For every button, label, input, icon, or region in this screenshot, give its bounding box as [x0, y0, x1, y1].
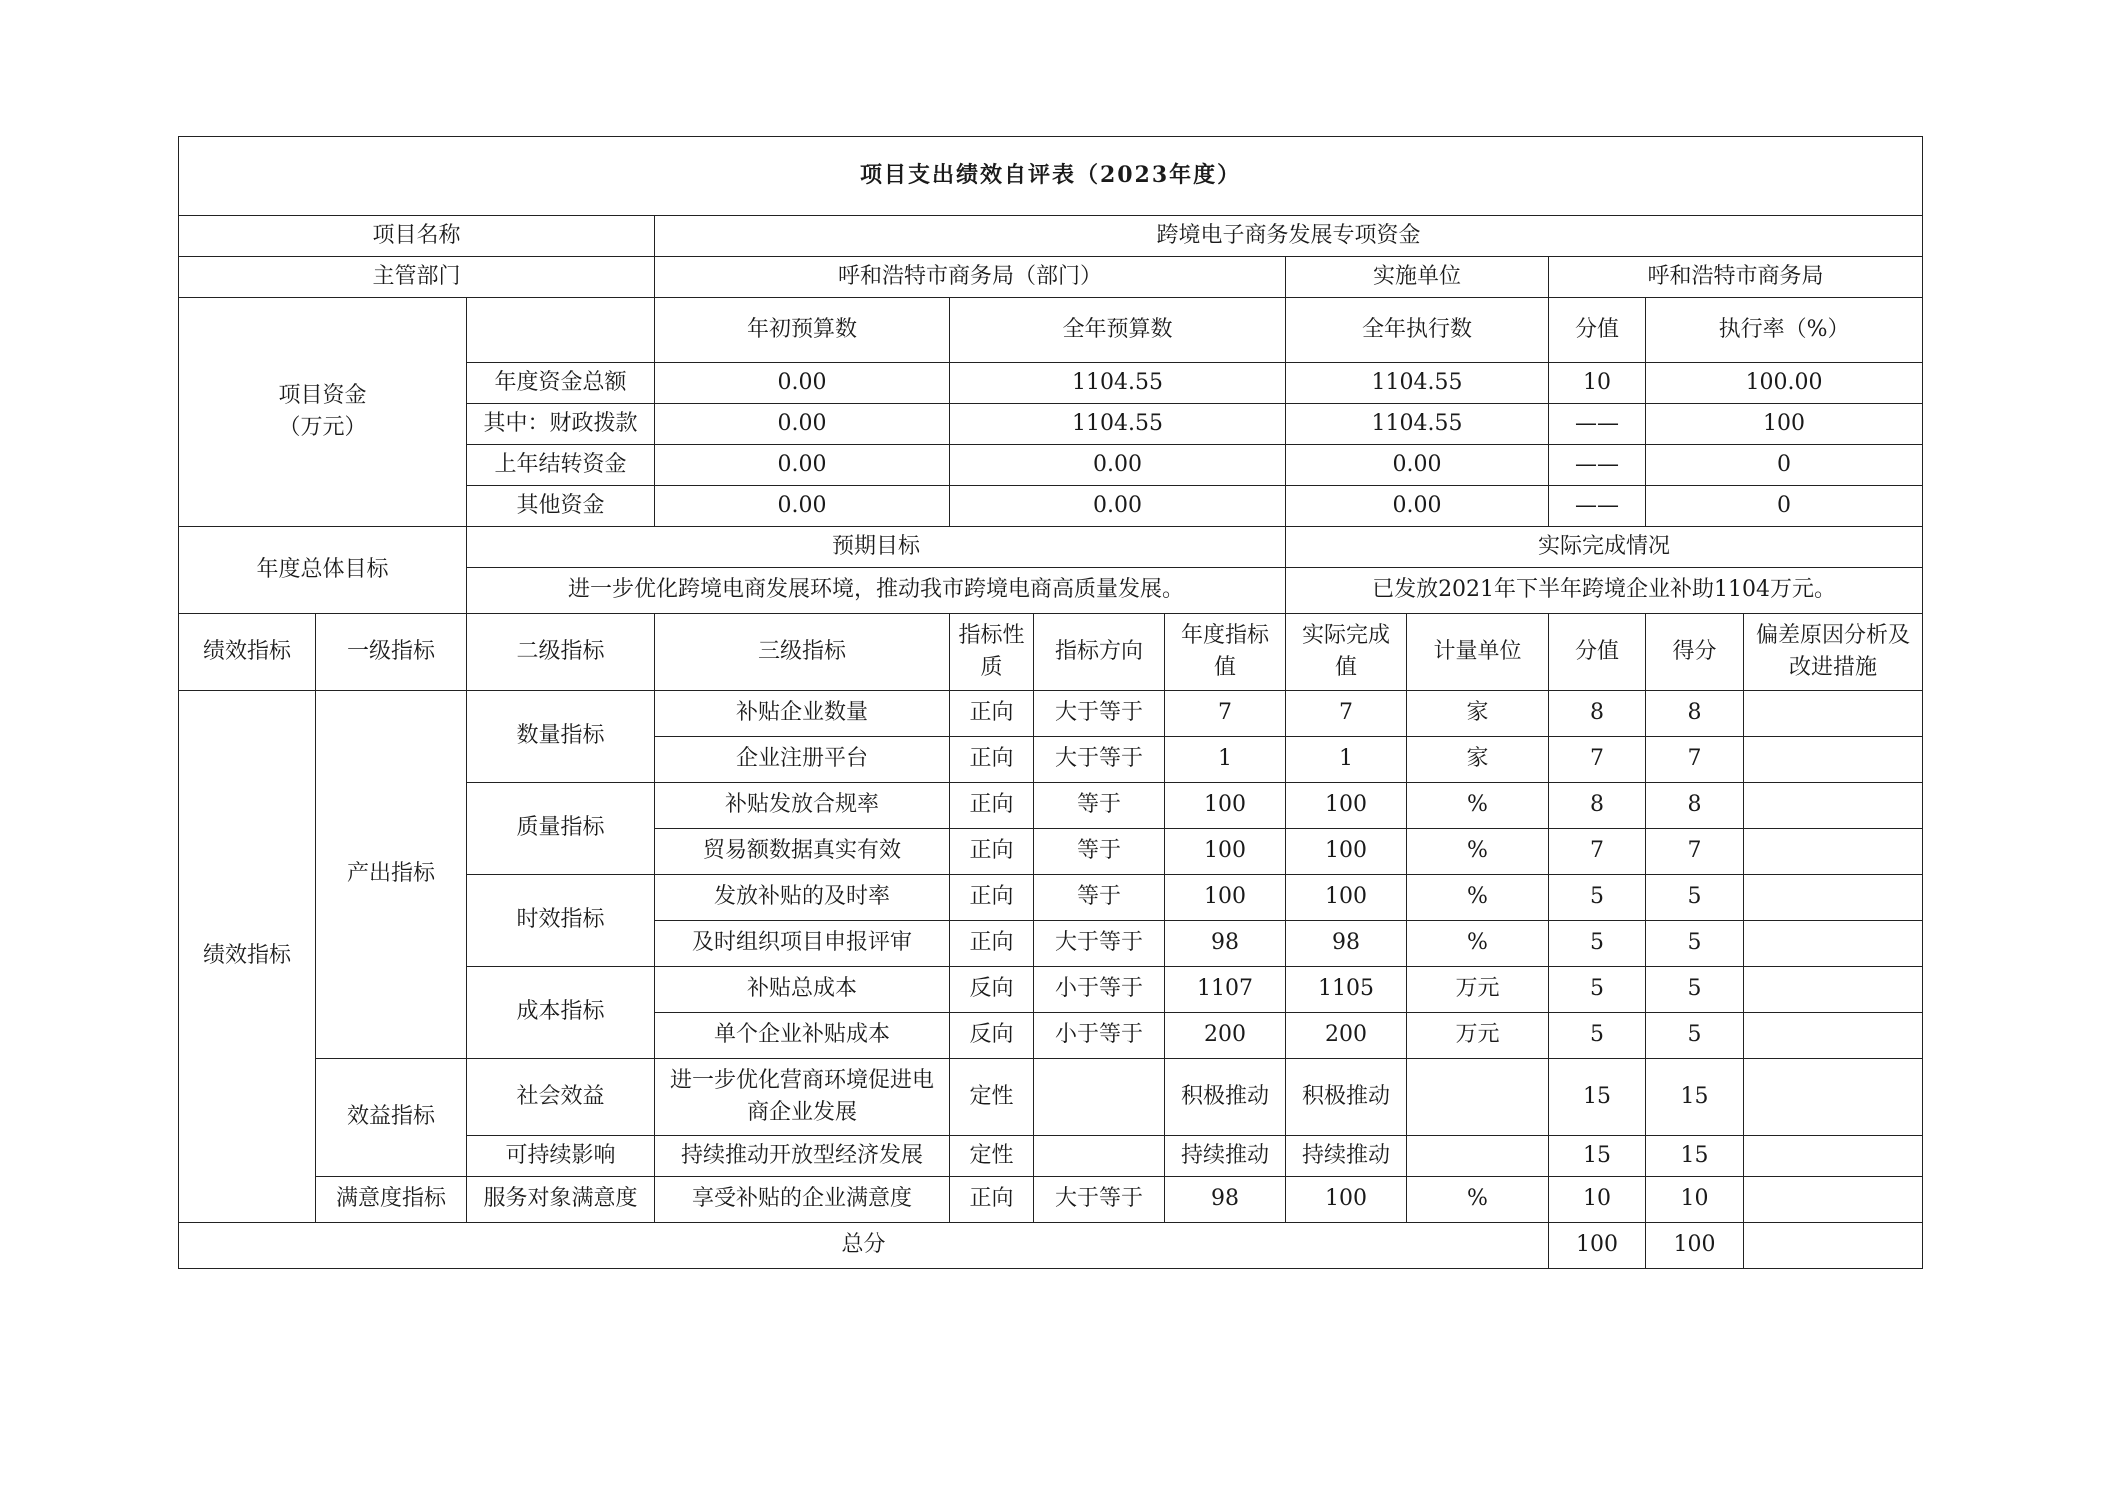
funds-row-score-value: ——	[1549, 485, 1646, 526]
funds-header-executed: 全年执行数	[1286, 298, 1549, 363]
ind-direction: 小于等于	[1034, 966, 1165, 1012]
ind-deviation	[1744, 966, 1923, 1012]
dept-value: 呼和浩特市商务局（部门）	[655, 257, 1286, 298]
ind-level1-output: 产出指标	[316, 690, 467, 1058]
ind-score: 15	[1646, 1058, 1744, 1135]
funds-header-initial: 年初预算数	[655, 298, 950, 363]
ind-header-score-value: 分值	[1549, 613, 1646, 690]
ind-direction: 等于	[1034, 828, 1165, 874]
funds-row-executed: 0.00	[1286, 444, 1549, 485]
total-score: 100	[1646, 1222, 1744, 1268]
ind-actual: 1105	[1286, 966, 1407, 1012]
ind-score-value: 15	[1549, 1135, 1646, 1176]
indicator-row	[179, 1058, 1923, 1135]
ind-deviation	[1744, 690, 1923, 736]
ind-name: 单个企业补贴成本	[655, 1012, 950, 1058]
funds-label	[179, 298, 467, 527]
ind-nature: 定性	[950, 1135, 1034, 1176]
funds-row-annual: 0.00	[950, 485, 1286, 526]
ind-level2-service: 服务对象满意度	[467, 1176, 655, 1222]
ind-deviation	[1744, 1176, 1923, 1222]
ind-actual: 98	[1286, 920, 1407, 966]
ind-unit: %	[1407, 782, 1549, 828]
ind-score-value: 5	[1549, 874, 1646, 920]
ind-name: 进一步优化营商环境促进电商企业发展	[655, 1058, 950, 1135]
funds-row-name: 其中：财政拨款	[467, 403, 655, 444]
ind-score: 7	[1646, 736, 1744, 782]
ind-direction: 大于等于	[1034, 920, 1165, 966]
ind-header-level2: 二级指标	[467, 613, 655, 690]
funds-header-annual: 全年预算数	[950, 298, 1286, 363]
funds-row-initial: 0.00	[655, 403, 950, 444]
ind-level2-sustainable: 可持续影响	[467, 1135, 655, 1176]
indicator-row	[179, 1176, 1923, 1222]
ind-direction: 等于	[1034, 874, 1165, 920]
ind-header-deviation: 偏差原因分析及改进措施	[1744, 613, 1923, 690]
ind-unit: 家	[1407, 736, 1549, 782]
indicator-row	[179, 690, 1923, 736]
ind-deviation	[1744, 1058, 1923, 1135]
ind-target: 98	[1165, 1176, 1286, 1222]
ind-name: 补贴发放合规率	[655, 782, 950, 828]
ind-direction	[1034, 1058, 1165, 1135]
goals-expected-text: 进一步优化跨境电商发展环境，推动我市跨境电商高质量发展。	[467, 567, 1286, 613]
ind-name: 发放补贴的及时率	[655, 874, 950, 920]
ind-nature: 反向	[950, 966, 1034, 1012]
funds-header-blank	[467, 298, 655, 363]
ind-target: 100	[1165, 874, 1286, 920]
funds-row-annual: 1104.55	[950, 403, 1286, 444]
ind-name: 持续推动开放型经济发展	[655, 1135, 950, 1176]
ind-name: 享受补贴的企业满意度	[655, 1176, 950, 1222]
ind-score: 8	[1646, 690, 1744, 736]
ind-score-value: 15	[1549, 1058, 1646, 1135]
funds-row-executed: 0.00	[1286, 485, 1549, 526]
ind-nature: 正向	[950, 782, 1034, 828]
ind-deviation	[1744, 874, 1923, 920]
ind-deviation	[1744, 920, 1923, 966]
ind-unit: 万元	[1407, 966, 1549, 1012]
goals-actual-text: 已发放2021年下半年跨境企业补助1104万元。	[1286, 567, 1923, 613]
total-row	[179, 1222, 1923, 1268]
funds-label-line2: （万元）	[278, 414, 367, 440]
ind-deviation	[1744, 736, 1923, 782]
goals-actual-header: 实际完成情况	[1286, 526, 1923, 567]
ind-unit: %	[1407, 828, 1549, 874]
ind-score: 5	[1646, 966, 1744, 1012]
ind-nature: 定性	[950, 1058, 1034, 1135]
ind-score: 15	[1646, 1135, 1744, 1176]
funds-row-score-value: ——	[1549, 403, 1646, 444]
goals-expected-header: 预期目标	[467, 526, 1286, 567]
funds-row-initial: 0.00	[655, 485, 950, 526]
ind-deviation	[1744, 1012, 1923, 1058]
impl-unit-label: 实施单位	[1286, 257, 1549, 298]
ind-level1-satisfaction: 满意度指标	[316, 1176, 467, 1222]
ind-actual: 100	[1286, 874, 1407, 920]
ind-unit: %	[1407, 874, 1549, 920]
ind-nature: 反向	[950, 1012, 1034, 1058]
funds-label-line1: 项目资金	[278, 383, 367, 408]
ind-target: 持续推动	[1165, 1135, 1286, 1176]
funds-row-name: 其他资金	[467, 485, 655, 526]
ind-nature: 正向	[950, 828, 1034, 874]
ind-target: 7	[1165, 690, 1286, 736]
ind-score: 5	[1646, 874, 1744, 920]
impl-unit-value: 呼和浩特市商务局	[1549, 257, 1923, 298]
ind-score: 5	[1646, 1012, 1744, 1058]
funds-row-annual: 1104.55	[950, 362, 1286, 403]
funds-row-annual: 0.00	[950, 444, 1286, 485]
ind-nature: 正向	[950, 1176, 1034, 1222]
funds-row-rate: 100.00	[1646, 362, 1923, 403]
ind-actual: 积极推动	[1286, 1058, 1407, 1135]
page-title: 项目支出绩效自评表（2023年度）	[179, 137, 1923, 216]
funds-row-score-value: ——	[1549, 444, 1646, 485]
ind-direction: 大于等于	[1034, 1176, 1165, 1222]
ind-name: 补贴总成本	[655, 966, 950, 1012]
ind-name: 补贴企业数量	[655, 690, 950, 736]
ind-nature: 正向	[950, 874, 1034, 920]
ind-level2-quality: 质量指标	[467, 782, 655, 874]
ind-unit	[1407, 1058, 1549, 1135]
ind-score-value: 8	[1549, 782, 1646, 828]
ind-actual: 7	[1286, 690, 1407, 736]
funds-row-name: 上年结转资金	[467, 444, 655, 485]
funds-row-executed: 1104.55	[1286, 362, 1549, 403]
ind-level2-timeliness: 时效指标	[467, 874, 655, 966]
total-score-value: 100	[1549, 1222, 1646, 1268]
ind-score-value: 7	[1549, 736, 1646, 782]
ind-target: 98	[1165, 920, 1286, 966]
funds-row-initial: 0.00	[655, 444, 950, 485]
ind-target: 1107	[1165, 966, 1286, 1012]
ind-score-value: 7	[1549, 828, 1646, 874]
ind-direction: 小于等于	[1034, 1012, 1165, 1058]
ind-score: 5	[1646, 920, 1744, 966]
ind-header-annual-value: 年度指标值	[1165, 613, 1286, 690]
ind-deviation	[1744, 1135, 1923, 1176]
ind-target: 积极推动	[1165, 1058, 1286, 1135]
ind-level2-cost: 成本指标	[467, 966, 655, 1058]
ind-score-value: 5	[1549, 1012, 1646, 1058]
ind-target: 100	[1165, 782, 1286, 828]
performance-table	[178, 136, 1923, 1269]
total-deviation	[1744, 1222, 1923, 1268]
ind-unit: %	[1407, 920, 1549, 966]
ind-target: 200	[1165, 1012, 1286, 1058]
ind-actual: 100	[1286, 782, 1407, 828]
ind-perf-label: 绩效指标	[179, 690, 316, 1222]
funds-row-name: 年度资金总额	[467, 362, 655, 403]
dept-label: 主管部门	[179, 257, 655, 298]
goals-label: 年度总体目标	[179, 526, 467, 613]
ind-score: 8	[1646, 782, 1744, 828]
ind-header-level3: 三级指标	[655, 613, 950, 690]
total-label: 总分	[179, 1222, 1549, 1268]
ind-direction: 大于等于	[1034, 736, 1165, 782]
ind-direction: 等于	[1034, 782, 1165, 828]
funds-row-score-value: 10	[1549, 362, 1646, 403]
ind-nature: 正向	[950, 920, 1034, 966]
ind-actual: 200	[1286, 1012, 1407, 1058]
ind-unit: %	[1407, 1176, 1549, 1222]
funds-row-initial: 0.00	[655, 362, 950, 403]
ind-level1-benefit: 效益指标	[316, 1058, 467, 1176]
ind-direction	[1034, 1135, 1165, 1176]
ind-level2-quantity: 数量指标	[467, 690, 655, 782]
ind-name: 企业注册平台	[655, 736, 950, 782]
ind-target: 1	[1165, 736, 1286, 782]
ind-actual: 100	[1286, 828, 1407, 874]
ind-header-direction: 指标方向	[1034, 613, 1165, 690]
ind-score-value: 10	[1549, 1176, 1646, 1222]
ind-score-value: 5	[1549, 920, 1646, 966]
ind-score: 7	[1646, 828, 1744, 874]
ind-header-actual-value: 实际完成值	[1286, 613, 1407, 690]
ind-level2-social: 社会效益	[467, 1058, 655, 1135]
ind-actual: 100	[1286, 1176, 1407, 1222]
funds-row-executed: 1104.55	[1286, 403, 1549, 444]
ind-score-value: 5	[1549, 966, 1646, 1012]
ind-unit	[1407, 1135, 1549, 1176]
funds-row-rate: 0	[1646, 485, 1923, 526]
funds-header-rate: 执行率（%）	[1646, 298, 1923, 363]
ind-score: 10	[1646, 1176, 1744, 1222]
ind-direction: 大于等于	[1034, 690, 1165, 736]
funds-header-score-value: 分值	[1549, 298, 1646, 363]
ind-header-unit: 计量单位	[1407, 613, 1549, 690]
ind-nature: 正向	[950, 736, 1034, 782]
ind-name: 及时组织项目申报评审	[655, 920, 950, 966]
ind-unit: 万元	[1407, 1012, 1549, 1058]
funds-row-rate: 0	[1646, 444, 1923, 485]
ind-actual: 持续推动	[1286, 1135, 1407, 1176]
ind-header-level1: 一级指标	[316, 613, 467, 690]
ind-unit: 家	[1407, 690, 1549, 736]
ind-target: 100	[1165, 828, 1286, 874]
ind-actual: 1	[1286, 736, 1407, 782]
ind-nature: 正向	[950, 690, 1034, 736]
ind-deviation	[1744, 782, 1923, 828]
ind-header-nature: 指标性质	[950, 613, 1034, 690]
project-name-label: 项目名称	[179, 216, 655, 257]
ind-score-value: 8	[1549, 690, 1646, 736]
ind-deviation	[1744, 828, 1923, 874]
ind-header-score: 得分	[1646, 613, 1744, 690]
ind-header-perf: 绩效指标	[179, 613, 316, 690]
funds-row-rate: 100	[1646, 403, 1923, 444]
ind-name: 贸易额数据真实有效	[655, 828, 950, 874]
project-name-value: 跨境电子商务发展专项资金	[655, 216, 1923, 257]
